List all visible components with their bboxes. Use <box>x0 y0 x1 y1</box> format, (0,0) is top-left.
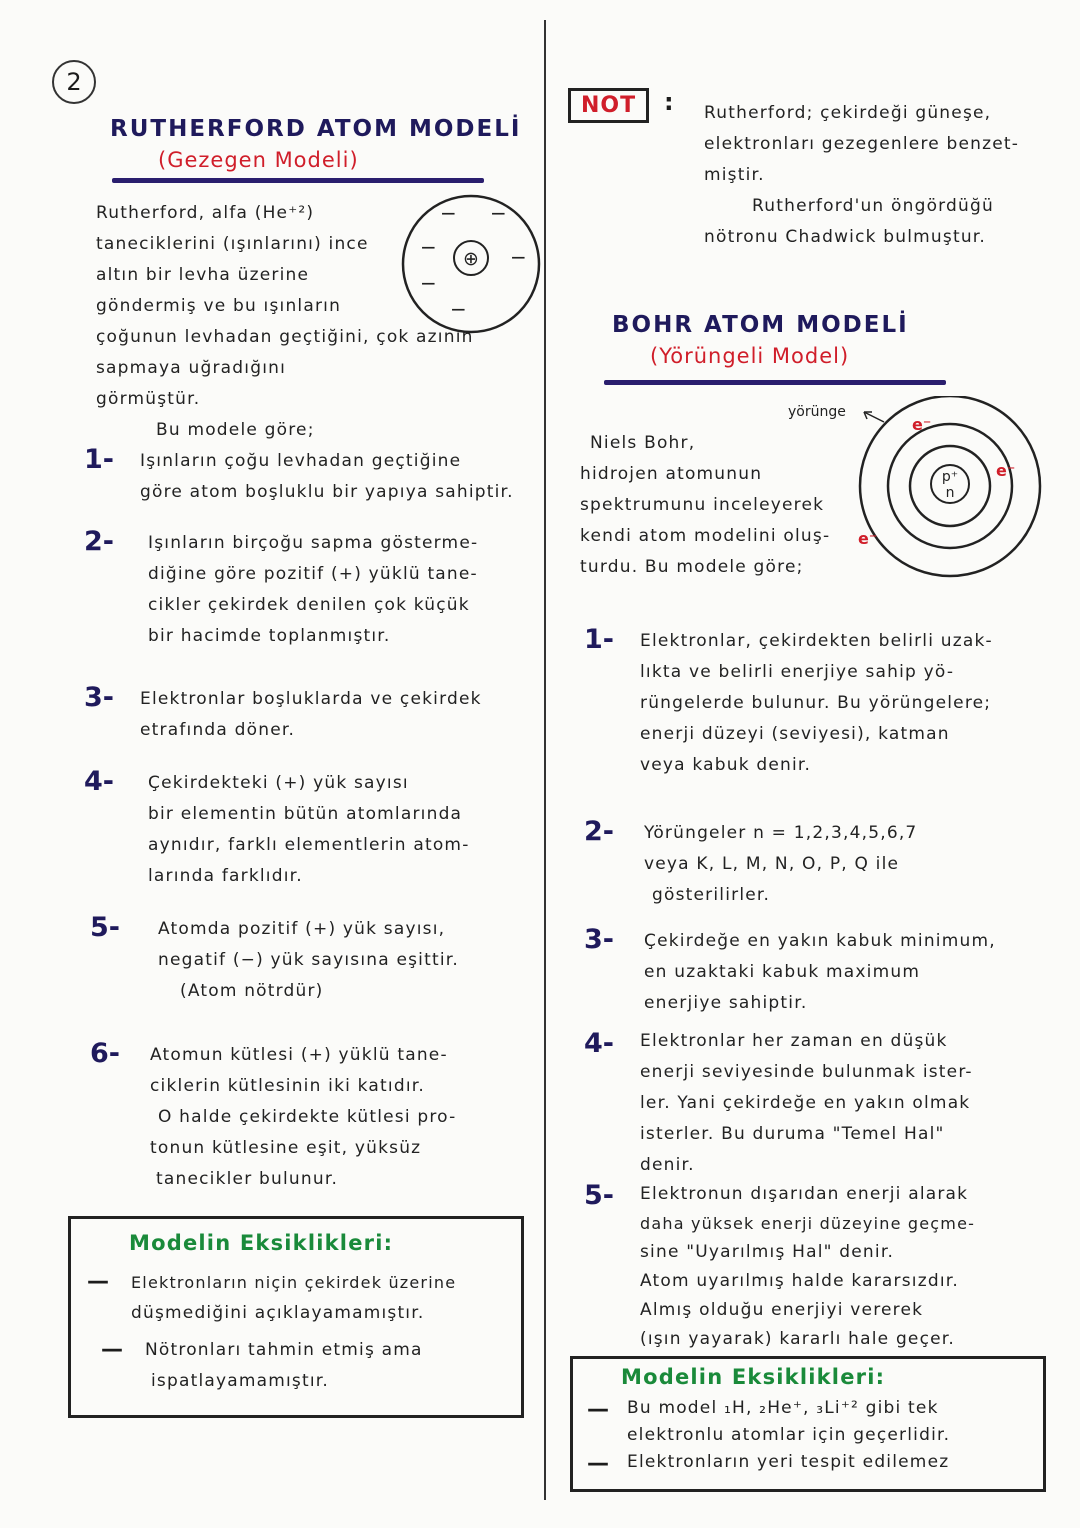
column-divider <box>544 20 546 1500</box>
intro-line: taneciklerini (ışınlarını) ince <box>96 234 369 254</box>
item-line: Çekirdekteki (+) yük sayısı <box>148 773 409 793</box>
intro-line: Niels Bohr, <box>590 433 696 453</box>
item-line: aynıdır, farklı elementlerin atom- <box>148 835 470 855</box>
bohr-item <box>640 626 1060 781</box>
rutherford-intro <box>96 198 474 446</box>
item-line: bir elementin bütün atomlarında <box>148 804 463 824</box>
orbit-label: yörünge <box>788 404 846 420</box>
intro-line: spektrumunu inceleyerek <box>580 495 825 515</box>
rutherford-item <box>148 528 540 652</box>
bohr-deficiencies-box <box>570 1356 1046 1492</box>
item-line: cikler çekirdek denilen çok küçük <box>148 595 470 615</box>
electron-minus-icon: − <box>420 271 437 295</box>
item-line: göre atom boşluklu bir yapıya sahiptir. <box>140 482 514 502</box>
intro-line: hidrojen atomunun <box>580 464 763 484</box>
item-line: O halde çekirdekte kütlesi pro- <box>158 1107 457 1127</box>
rutherford-item-number: 2- <box>84 526 114 557</box>
nucleus-neutron-label: n <box>945 485 955 501</box>
bohr-item-number: 3- <box>584 924 614 955</box>
bohr-item-number: 2- <box>584 816 614 847</box>
bohr-item <box>644 818 1060 911</box>
item-line: veya K, L, M, N, O, P, Q ile <box>644 854 900 874</box>
item-line: en uzaktaki kabuk maximum <box>644 962 921 982</box>
nucleus-plus-icon: ⊕ <box>463 248 479 270</box>
note-line: Rutherford'un öngördüğü <box>752 196 994 216</box>
note-line: Rutherford; çekirdeği güneşe, <box>704 103 992 123</box>
item-line: ciklerin kütlesinin iki katıdır. <box>150 1076 425 1096</box>
deficiency-item <box>627 1395 1039 1449</box>
item-line: daha yüksek enerji düzeyine geçme- <box>640 1214 976 1233</box>
bohr-item <box>644 926 1060 1019</box>
nucleus-proton-label: p⁺ <box>941 469 959 485</box>
item-line: bir hacimde toplanmıştır. <box>148 626 391 646</box>
bohr-item-number: 4- <box>584 1028 614 1059</box>
deficiency-line: elektronlu atomlar için geçerlidir. <box>627 1425 951 1445</box>
rutherford-item <box>148 768 540 892</box>
item-line: Atomda pozitif (+) yük sayısı, <box>158 919 446 939</box>
item-line: (Atom nötrdür) <box>180 981 324 1001</box>
note-line: miştir. <box>704 165 765 185</box>
item-line: Atom uyarılmış halde kararsızdır. <box>640 1271 959 1291</box>
item-line: lıkta ve belirli enerjiye sahip yö- <box>640 662 955 682</box>
intro-line: altın bir levha üzerine <box>96 265 310 285</box>
note-line: nötronu Chadwick bulmuştur. <box>704 227 987 247</box>
intro-line: sapmaya uğradığını görmüştür. <box>96 358 287 409</box>
item-line: Atomun kütlesi (+) yüklü tane- <box>150 1045 448 1065</box>
electron-icon: e⁻ <box>912 415 932 434</box>
item-line: ler. Yani çekirdeğe en yakın olmak <box>640 1093 971 1113</box>
deficiency-line: Elektronların niçin çekirdek üzerine <box>131 1273 457 1292</box>
note-label: NOT <box>568 88 649 123</box>
bohr-title-underline <box>604 380 946 385</box>
item-line: (ışın yayarak) kararlı hale geçer. <box>640 1329 956 1349</box>
intro-line: kendi atom modelini oluş- <box>580 526 831 546</box>
item-line: tanecikler bulunur. <box>156 1169 339 1189</box>
item-line: diğine göre pozitif (+) yüklü tane- <box>148 564 478 584</box>
intro-line: Rutherford, alfa (He⁺²) <box>96 203 315 223</box>
rutherford-title-underline <box>112 178 484 183</box>
bullet-dash: — <box>101 1337 123 1362</box>
deficiency-line: Bu model ₁H, ₂He⁺, ₃Li⁺² gibi tek <box>627 1398 939 1418</box>
deficiency-line: ispatlayamamıştır. <box>151 1371 330 1391</box>
item-line: gösterilirler. <box>652 885 771 905</box>
deficiency-item <box>145 1335 515 1397</box>
intro-line: Bu modele göre; <box>156 420 315 440</box>
rutherford-item-number: 5- <box>90 912 120 943</box>
deficiencies-title: Modelin Eksiklikleri: <box>621 1365 886 1389</box>
item-line: enerji düzeyi (seviyesi), katman <box>640 724 950 744</box>
bullet-dash: — <box>587 1451 609 1476</box>
rutherford-item-number: 1- <box>84 444 114 475</box>
item-line: etrafında döner. <box>140 720 296 740</box>
deficiency-line: Elektronların yeri tespit edilemez <box>627 1452 950 1472</box>
bohr-title: BOHR ATOM MODELİ <box>612 312 909 338</box>
electron-icon: e⁻ <box>858 529 878 548</box>
deficiency-line: Nötronları tahmin etmiş ama <box>145 1340 423 1360</box>
note-text <box>704 98 1064 253</box>
rutherford-item <box>158 914 540 1007</box>
item-line: enerji seviyesinde bulunmak ister- <box>640 1062 973 1082</box>
rutherford-title: RUTHERFORD ATOM MODELİ <box>110 116 522 142</box>
item-line: sine "Uyarılmış Hal" denir. <box>640 1242 895 1262</box>
rutherford-item-number: 4- <box>84 766 114 797</box>
bohr-item-number: 1- <box>584 624 614 655</box>
bohr-subtitle: (Yörüngeli Model) <box>650 344 850 368</box>
page-number: 2 <box>52 60 96 104</box>
electron-minus-icon: − <box>510 245 527 269</box>
deficiency-item <box>131 1267 517 1329</box>
electron-minus-icon: − <box>490 201 507 225</box>
rutherford-item <box>140 684 540 746</box>
rutherford-atom-diagram <box>398 192 544 338</box>
item-line: Almış olduğu enerjiyi vererek <box>640 1300 924 1320</box>
electron-minus-icon: − <box>450 297 467 321</box>
bohr-item-number: 5- <box>584 1180 614 1211</box>
deficiency-line: düşmediğini açıklayamamıştır. <box>131 1303 425 1323</box>
item-line: veya kabuk denir. <box>640 755 812 775</box>
intro-line: göndermiş ve bu ışınların <box>96 296 342 316</box>
bohr-item <box>640 1026 1060 1181</box>
item-line: larında farklıdır. <box>148 866 303 886</box>
item-line: Elektronlar her zaman en düşük <box>640 1031 948 1051</box>
bohr-atom-diagram <box>776 396 1056 596</box>
item-line: Çekirdeğe en yakın kabuk minimum, <box>644 931 996 951</box>
item-line: tonun kütlesine eşit, yüksüz <box>150 1138 422 1158</box>
electron-icon: e⁻ <box>996 461 1016 480</box>
rutherford-subtitle: (Gezegen Modeli) <box>158 148 359 172</box>
intro-line: turdu. Bu modele göre; <box>580 557 804 577</box>
item-line: rüngelerde bulunur. Bu yörüngelere; <box>640 693 992 713</box>
item-line: enerjiye sahiptir. <box>644 993 808 1013</box>
electron-minus-icon: − <box>440 201 457 225</box>
item-line: Yörüngeler n = 1,2,3,4,5,6,7 <box>644 823 918 843</box>
item-line: Işınların birçoğu sapma gösterme- <box>148 533 479 553</box>
rutherford-item-number: 6- <box>90 1038 120 1069</box>
item-line: negatif (−) yük sayısına eşittir. <box>158 950 459 970</box>
bohr-item <box>640 1180 1060 1354</box>
item-line: denir. <box>640 1155 695 1175</box>
rutherford-item <box>140 446 540 508</box>
deficiency-item <box>627 1449 1039 1476</box>
note-colon: : <box>664 88 674 116</box>
note-line: elektronları gezegenlere benzet- <box>704 134 1020 154</box>
rutherford-item-number: 3- <box>84 682 114 713</box>
item-line: Elektronlar boşluklarda ve çekirdek <box>140 689 482 709</box>
deficiencies-title: Modelin Eksiklikleri: <box>129 1231 394 1255</box>
item-line: Elektronlar, çekirdekten belirli uzak- <box>640 631 993 651</box>
bullet-dash: — <box>87 1269 109 1294</box>
electron-minus-icon: − <box>420 235 437 259</box>
intro-line: çoğunun levhadan geçtiğini, çok azının <box>96 327 474 347</box>
rutherford-item <box>150 1040 540 1195</box>
item-line: Elektronun dışarıdan enerji alarak <box>640 1184 969 1204</box>
bullet-dash: — <box>587 1397 609 1422</box>
item-line: Işınların çoğu levhadan geçtiğine <box>140 451 462 471</box>
rutherford-deficiencies-box <box>68 1216 524 1418</box>
item-line: isterler. Bu duruma "Temel Hal" <box>640 1124 945 1144</box>
